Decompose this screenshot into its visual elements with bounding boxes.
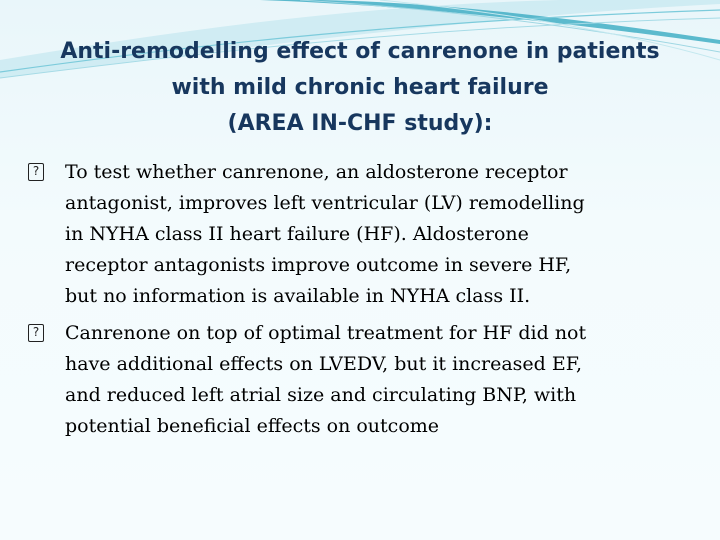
bullet-text-line: To test whether canrenone, an aldosterone receptor [65, 161, 568, 183]
bullet-item-objective [28, 157, 698, 312]
bullet-text-line: but no information is available in NYHA class II. [65, 285, 531, 307]
bullet-text-line: have additional effects on LVEDV, but it increased EF, [65, 353, 583, 375]
bullet-text-line: receptor antagonists improve outcome in severe HF, [65, 254, 572, 276]
title-line: Anti-remodelling effect of canrenone in patients [60, 39, 660, 64]
bullet-text-line: in NYHA class II heart failure (HF). Aldosterone [65, 223, 529, 245]
title-line: with mild chronic heart failure [171, 75, 549, 100]
missing-glyph-bullet-icon: ? [28, 324, 44, 342]
bullet-text-line: potential beneficial effects on outcome [65, 415, 440, 437]
bullet-text-line: antagonist, improves left ventricular (LV) remodelling [65, 192, 585, 214]
bullet-list [28, 157, 698, 448]
slide-title [20, 34, 700, 142]
title-line: (AREA IN-CHF study): [227, 111, 493, 136]
bullet-text-line: Canrenone on top of optimal treatment for HF did not [65, 322, 587, 344]
missing-glyph-bullet-icon: ? [28, 163, 44, 181]
bullet-item-result [28, 318, 698, 442]
bullet-text-line: and reduced left atrial size and circulating BNP, with [65, 384, 577, 406]
